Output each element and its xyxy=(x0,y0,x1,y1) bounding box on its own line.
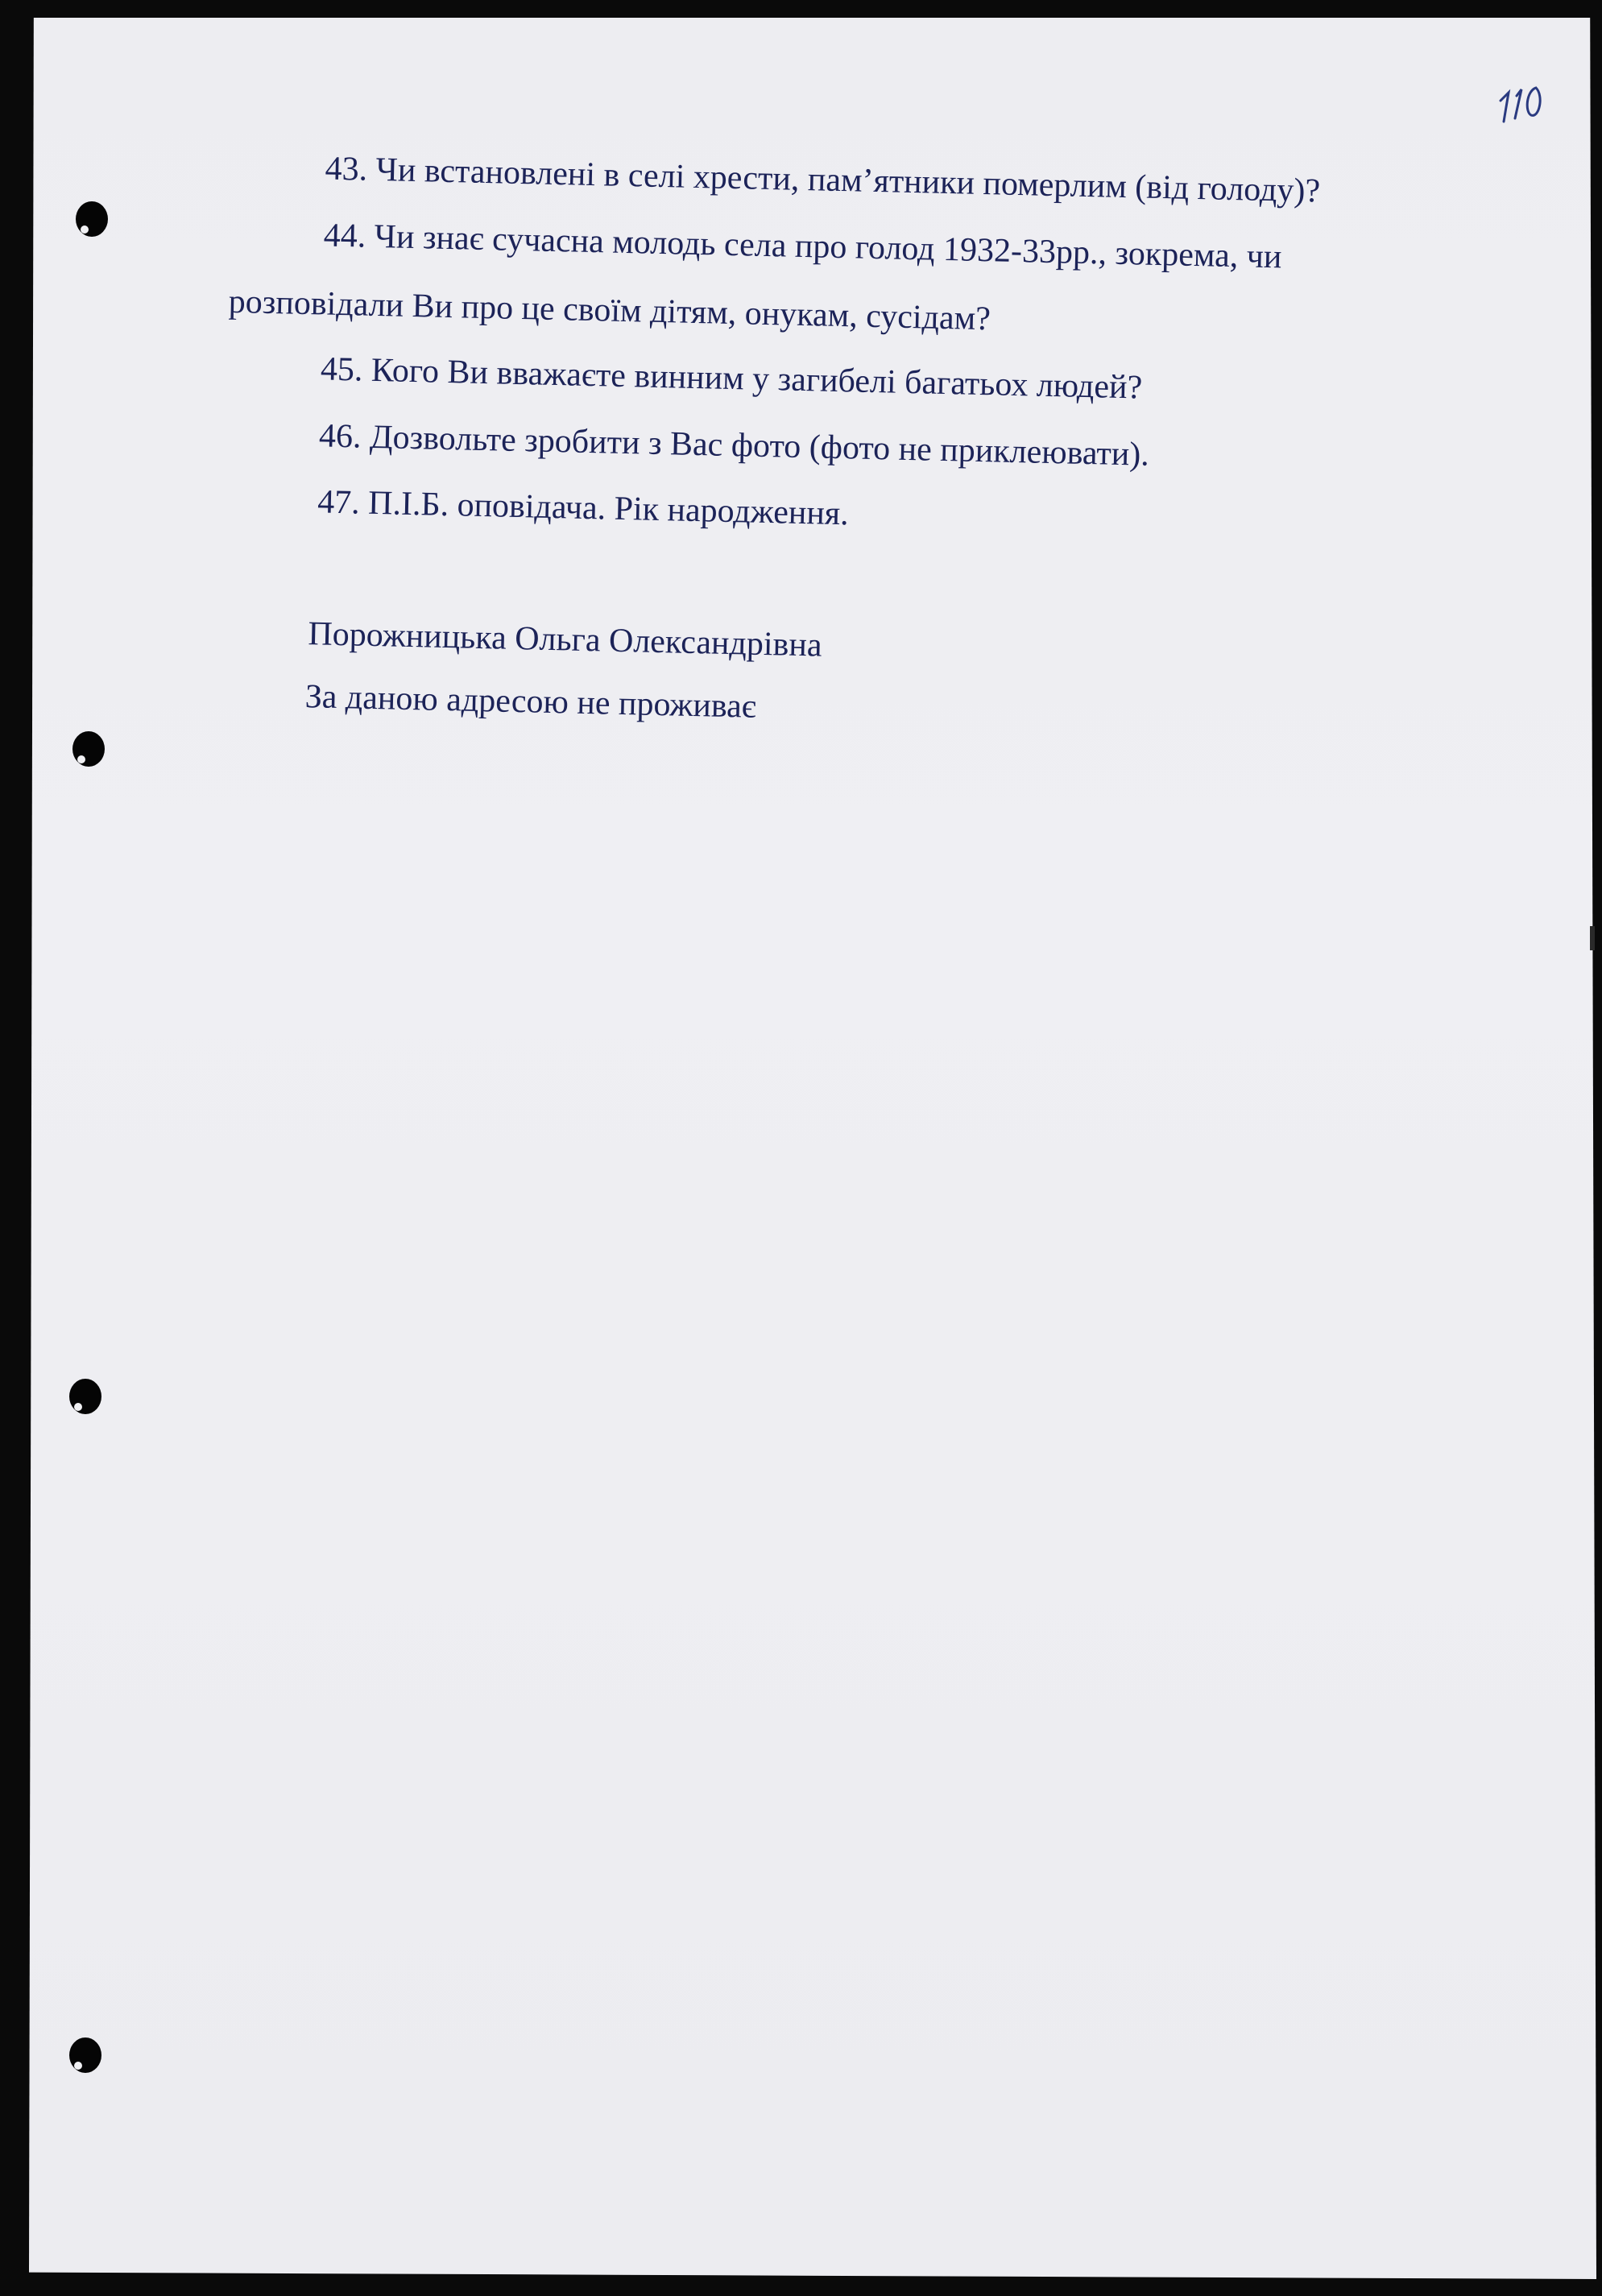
punch-hole xyxy=(69,2037,101,2073)
question-44-continued: розповідали Ви про це своїм дітям, онукам, сусідам? xyxy=(228,283,991,338)
question-45: 45. Кого Ви вважаєте винним у загибелі багатьох людей? xyxy=(320,350,1143,407)
question-47: 47. П.І.Б. оповідача. Рік народження. xyxy=(317,483,850,533)
respondent-name: Порожницька Ольга Олександрівна xyxy=(307,615,823,664)
question-46: 46. Дозвольте зробити з Вас фото (фото не приклеювати). xyxy=(318,417,1150,474)
question-43: 43. Чи встановлені в селі хрести, пам’ятники померлим (від голоду)? xyxy=(325,150,1321,210)
question-44: 44. Чи знає сучасна молодь села про голод 1932-33рр., зокрема, чи xyxy=(323,217,1282,276)
respondent-note: За даною адресою не проживає xyxy=(304,678,757,726)
punch-hole xyxy=(69,1379,101,1414)
edge-mark xyxy=(1590,926,1595,950)
document-text xyxy=(0,0,1602,823)
